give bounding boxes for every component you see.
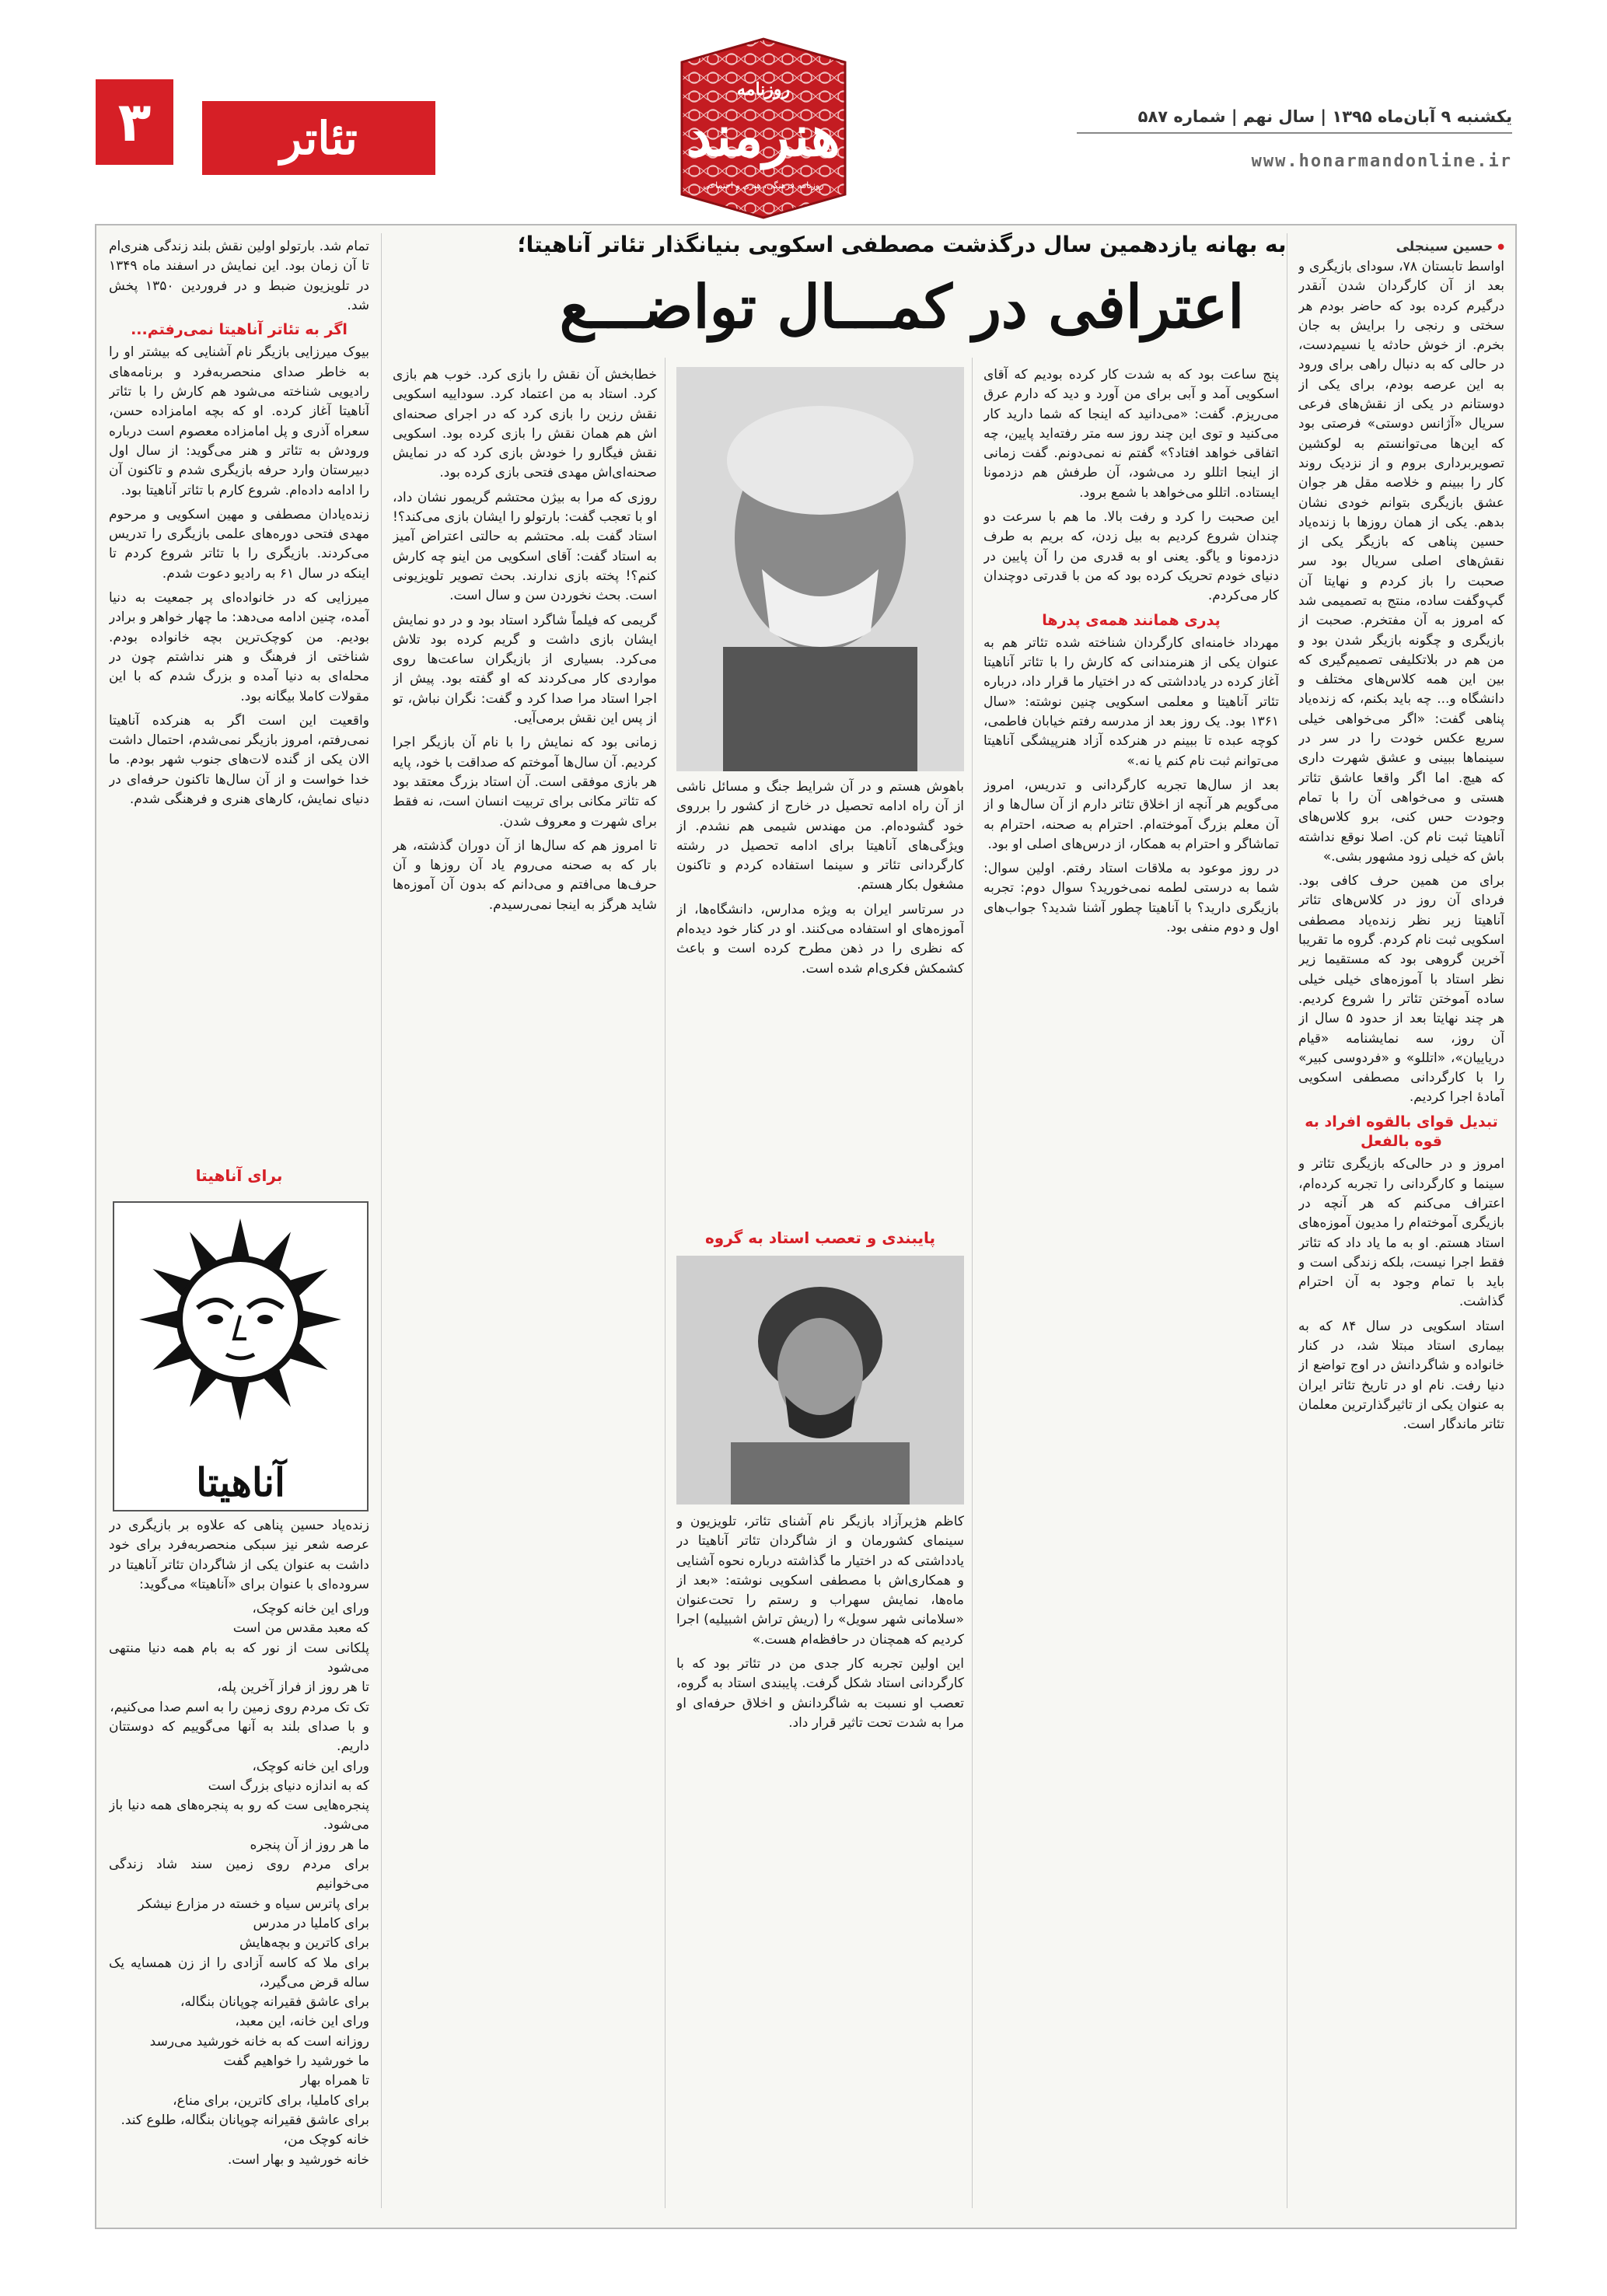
poem-line: تا هر روز از فراز آخرین پله، [217,1679,369,1696]
newspaper-logo [666,31,861,225]
subheading: تبدیل قوای بالقوه افراد به قوه بالفعل [1305,1113,1498,1151]
paragraph: زمانی بود که نمایش را با نام آن بازیگر اجرا کردیم. آن سال‌ها آموختم که صداقت با خود، پایه هر بازی موفقی است. آن استاد بزرگ معتقد بود که تئاتر مکانی برای تربیت انسان است، نه فقط برای شهرت و معروف شدن. [393,735,657,830]
article-byline: ● حسین سینجلی [1298,237,1504,257]
paragraph: این اولین تجربه کار جدی من در تئاتر بود که با کارگردانی استاد شکل گرفت. پایبندی استاد به گروه، تعصب او نسبت به شاگردانش و اخلاق حرفه‌ای او مرا به شدت تحت تاثیر قرار داد. [676,1656,964,1731]
poem-line: که معبد مقدس من است [232,1620,369,1637]
logo-tagline: روزنامه فرهنگی، هنری و اجتماعی [703,180,824,190]
poem-line: تا همراه بهار [300,2073,369,2089]
poem-line: ورای این خانه کوچک، [252,1601,369,1617]
poem-line: خانه خورشید و بهار است. [227,2151,369,2168]
paragraph: مهرداد خامنه‌ای کارگردان شناخته شده تئاتر هم به عنوان یکی از هنرمندانی که کارش را با تئاتر آناهیتا آغاز کرده در یادداشتی که در اختیار ما قرار داد، درباره تئاتر آناهیتا و معلمی اسکویی چنین نوشته: «سال ۱۳۶۱ بود. یک روز بعد از مدرسه رفتم خیابان فاطمی، کوچه عبده تا ببینم در هنرکده آزاد هنرپیشگی آناهیتا می‌توانم ثبت نام کنم یا نه.» [983,634,1279,769]
paragraph: کاظم هژیرآزاد بازیگر نام آشنای تئاتر، تلویزیون و سینمای کشورمان و از شاگردان تئاتر آناهیتا در یادداشتی که در اختیار ما گذاشته درباره نحوه آشنایی و همکاری‌اش با مصطفی اسکویی نوشته: «بعد از ماه‌ها، نمایش سهراب و رستم را تحت‌عنوان «سلامانی شهر سویل» را (ریش تراش اشبیلیه) اجرا کردیم که همچنان در حافظه‌ام هست.» [676,1514,964,1648]
poem-line: ورای این خانه، این معبد، [235,2014,369,2030]
paragraph: در سرتاسر ایران به ویژه مدارس، دانشگاه‌ها، از آموزه‌های او استفاده می‌کنند. او در کنار خود دیده‌ام که نظری را در ذهن مطرح کرده است و باعث کشمکش فکری‌ام شده است. [676,901,964,977]
paragraph: گریمی که فیلماً شاگرد استاد بود و در دو نمایش ایشان بازی داشت و گریم کرده بود تلاش می‌کرد. بسیاری از بازیگران ساعت‌ها روی مواردی کار می‌کردند که او گفته بود. پیش از اجرا استاد مرا صدا کرد و گفت: نگران نباش، تو از پس این نقش برمی‌آیی. [393,612,657,727]
paragraph: این صحبت را کرد و رفت بالا. ما هم با سرعت دو چندان شروع کردیم به بیل زدن، که بریم به طرف دزدمونا و یاگو. یعنی او به قدری من را آن پایین در دنیای خودم تحریک کرده بود که من با قدرتی دوچندان کار می‌کردم. [983,509,1279,604]
article-column-5 [109,237,369,1158]
poem-line: پنجره‌هایی ست که رو به پنجره‌های همه دنیا باز می‌شود. [109,1798,369,1833]
paragraph: بعد از سال‌ها تجربه کارگردانی و تدریس، امروز می‌گویم هر آنچه از اخلاق تئاتر دارم از آن سال‌ها و از آن معلم بزرگ آموخته‌ام. احترام به صحنه، احترام به تماشاگر و احترام به همکار، از درس‌های اصلی او بود. [983,777,1279,852]
paragraph: روزی که مرا به بیژن محتشم گریمور نشان داد، او با تعجب گفت: بارتولو را ایشان بازی می‌کند؟! استاد گفت بله. محتشم به حالتی اعتراض آمیز به استاد گفت: آقای اسکویی من اینو چه کارش کنم؟! پخته بازی ندارند. بحث تصویر تلویزیونی است. بحث نخوردن سن و سال است. [393,489,657,604]
paragraph: بیوک میرزایی بازیگر نام آشنایی که بیشتر او را به خاطر صدای منحصربه‌فرد و برنامه‌های رادیویی شناخته می‌شود هم کارش را با تئاتر آناهیتا آغاز کرده. او که بچه امامزاده حسن، سعراه آذری و پل امامزاده معصوم است درباره ورودش به تئاتر و هنر می‌گوید: از سال اول دبیرستان وارد حرفه بازیگری شدم و تاکنون آن را ادامه داده‌ام. شروع کارم با تئاتر آناهیتا بود. [109,344,369,498]
section-title: تئاتر [202,101,435,175]
poem-line: برای پاترس سیاه و خسته در مزارع نیشکر [138,1896,369,1912]
article-kicker: به بهانه یازدهمین سال درگذشت مصطفی اسکویی بنیانگذار تئاتر آناهیتا؛ [517,232,1287,257]
article-headline: اعترافی در کمـــال تواضـــع [559,272,1245,341]
poem-line: که به اندازه دنیای بزرگ است [208,1777,369,1794]
paragraph: میرزایی که در خانواده‌ای پر جمعیت به دنیا آمده، چنین ادامه می‌دهد: ما چهار خواهر و برادر بودیم. من کوچک‌ترین بچه خانواده بودم. شناختی از فرهنگ و هنر نداشتم چون در محله‌ای به دنیا آمده و بزرگ شدم که با این مقولات کاملا بیگانه بود. [109,590,369,704]
poem-line: برای کاملیا در مدرس [253,1915,369,1931]
poem-line: و با صدای بلند به آنها می‌گوییم که دوستتان داریم. [109,1718,369,1755]
poem-line: برای عاشق فقیرانه چوپانان بنگاله، [180,1994,369,2011]
poem-block [109,1516,369,2212]
article-column-1 [1298,237,1504,2212]
poem-line: برای ملا که کاسه آزادی را از زن همسایه یک ساله قرض می‌گیرد، [109,1955,369,1990]
poem-line: برای کاترین و بچه‌هایش [239,1935,369,1952]
photo-caption: برای آناهیتا [195,1166,283,1185]
paragraph: تمام شد. بارتولو اولین نقش بلند زندگی هنری‌ام تا آن زمان بود. این نمایش در اسفند ماه ۱۳۴۹ در تلویزیون ضبط و در فروردین ۱۳۵۰ پخش شد. [109,239,369,313]
logo-top-text: روزنامه [736,79,791,100]
article-column-2 [983,365,1279,2212]
paragraph: واقعیت این است اگر به هنرکده آناهیتا نمی‌رفتم، امروز بازیگر نمی‌شدم، احتمال داشت الان یکی از گنده لات‌های جنوب شهر بودم. ما خدا خواست و از آن سال‌ها تاکنون حرفه‌ای در دنیای نمایش، کارهای هنری و فرهنگی شدم. [109,712,369,808]
paragraph: اواسط تابستان ۷۸، سودای بازیگری و بعد از آن کارگردان شدن آنقدر درگیرم کرده بود که حاضر بودم هر سختی و رنجی را برایش به جان بخرم. از خوش حادثه یا نسیم‌دست، در حالی که به دنبال راهی برای ورود به این عرصه بودم، برای یکی از دوستانم در یکی از نقش‌های فرعی سریال «آژانس دوستی» فرصتی بود که این‌ها می‌توانستم به لوکشین تصویربرداری بروم و از نزدیک روند کار را ببینم و خلاصه مقل هر جوان عشق بازیگری بتوانم خودی نشان بدهم. یکی از همان روزها با زنده‌یاد حسین پناهی که بازیگر یکی از نقش‌های اصلی سریال بود سر صحبت را باز کردم و نهایتا آن گپ‌وگفت ساده، منتج به تصمیمی شد که امروز به آن مفتخرم. صحبت از بازیگری و چگونه بازیگر شدن بود و من هم در بلاتکلیفی تصمیم‌گیری که بین این همه کلاس‌های مختلف و دانشگاه و... چه باید بکنم، که زنده‌یاد پناهی گفت: «اگر می‌خواهی خیلی سریع عکس خودت را در سر در سینماها ببینی و عشق شهرت داری که هیچ. اما اگر واقعا عاشق تئاتر هستی و می‌خواهی آن را با تمام وجودت حس کنی، برو کلاس‌های آناهیتا ثبت نام کن. اصلا نوقع نداشته باش که خیلی زود مشهور بشی.» [1298,258,1504,865]
portrait-photo-costume [676,1256,964,1504]
poem-line: برای عاشق فقیرانه چوپانان بنگاله، طلوع کند. [121,2112,369,2128]
anahita-logo-text: آناهیتا [196,1459,285,1505]
paragraph: پنج ساعت بود که به شدت کار کرده بودیم که آقای اسکویی آمد و آبی برای من آورد و دید که دارم عرق می‌ریزم. گفت: «می‌دانید که اینجا که شما دارید کار می‌کنید و توی این چند روز سه متر رفته‌اید پایین، چه اتفاقی خواهد افتاد؟» گفتم نه نمی‌دونم. گفت زمانی از اینجا اتللو رد می‌شود، آن طرفش هم دزدمونا ایستاده. اتللو می‌خواهد با شمع برود. [983,367,1279,501]
poem-line: روزانه است که به خانه خورشید می‌رسد [149,2033,369,2050]
article-column-3-bottom [676,1512,964,2212]
logo-text: هنرمند [686,103,840,169]
poem-line: خانه کوچک من، [283,2132,369,2148]
paragraph: برای من همین حرف کافی بود. فردای آن روز در کلاس‌های تئاتر آناهیتا زیر نظر زنده‌یاد مصطفی اسکویی ثبت نام کردم. گروه ما تقریبا آخرین گروهی بود که مستقیما زیر نظر استاد با آموزه‌های خیلی خیلی ساده آموختن تئاتر را شروع کردیم. هر چند نهایتا بعد از حدود ۵ سال از آن روز، سه نمایشنامه «قیام دریاییان»، «اتللو» و «فردوسی کبیر» را با کارگردانی مصطفی اسکویی آمادهٔ اجرا کردیم. [1298,873,1504,1106]
paragraph: تا امروز هم که سال‌ها از آن دوران گذشته، هر بار که به صحنه می‌روم یاد آن روزها و آن حرف‌ها می‌افتم و می‌دانم که بدون آن آموزه‌ها شاید هرگز به اینجا نمی‌رسیدم. [393,837,657,913]
subheading: پدری همانند همه‌ی پدرها [1042,611,1221,629]
paragraph: زنده‌یادان مصطفی و مهین اسکویی و مرحوم مهدی فتحی دوره‌های علمی بازیگری را تدریس می‌کردند. بازیگری را با تئاتر شروع کردم تا اینکه در سال ۶۱ به رادیو دعوت شدم. [109,506,369,582]
anahita-logo-box [113,1201,369,1511]
subheading: پایبندی و تعصب استاد به گروه [704,1228,936,1247]
website-link[interactable]: www.honarmandonline.ir [1251,152,1512,171]
paragraph: باهوش هستم و در آن شرایط جنگ و مسائل ناشی از آن راه ادامه تحصیل در خارج از کشور را برروی خود گشوده‌ام. من مهندس شیمی هم نشدم. از ویژگی‌های آناهیتا برای ادامه تحصیل در رشته کارگردانی تئاتر و سینما استفاده کردم و تاکنون مشغول بکار هستم. [676,779,964,893]
paragraph: استاد اسکویی در سال ۸۴ که به بیماری استاد مبتلا شد، در کنار خانواده و شاگردانش در اوج تواضع از دنیا رفت. نام او در تاریخ تئاتر ایران به عنوان یکی از تاثیرگذارترین معلمان تئاتر ماندگار است. [1298,1318,1504,1433]
poem-line: ما هر روز از آن پنجره [250,1836,369,1853]
poem-lines [109,1599,369,2170]
poem-line: برای مردم روی زمین سند شاد زندگی می‌خوانیم [109,1857,369,1892]
sun-face-icon [114,1203,367,1459]
column-divider [665,358,666,2208]
issue-line: یکشنبه ۹ آبان‌ماه ۱۳۹۵ | سال نهم | شماره ۵۸۷ [1077,107,1512,134]
poem-line: تک تک مردم روی زمین را به اسم صدا می‌کنیم، [110,1699,369,1715]
poem-line: ورای این خانه کوچک، [252,1758,369,1774]
paragraph: در روز موعود به ملاقات استاد رفتم. اولین سوال: شما به درستی لطمه نمی‌خورید؟ سوال دوم: تجربه بازیگری دارید؟ با آناهیتا چطور آشنا شدید؟ جواب‌های اول و دوم منفی بود. [983,861,1279,936]
poem-line: ما خورشید را خواهیم گفت [223,2053,369,2070]
column-divider [381,233,382,2208]
poem-line: پلکانی ست از نور که به بام همه دنیا منتهی می‌شود [109,1640,369,1676]
subheading: اگر به تئاتر آناهیتا نمی‌رفتم... [131,321,348,339]
portrait-photo-oskooee [676,367,964,771]
paragraph: زنده‌یاد حسین پناهی که علاوه بر بازیگری در عرصه شعر نیز سبکی منحصربه‌فرد برای خود داشت به عنوان یکی از شاگردان تئاتر آناهیتا در سروده‌ای با عنوان برای «آناهیتا» می‌گوید: [109,1518,369,1592]
paragraph: خطابخش آن نقش را بازی کرد. خوب هم بازی کرد. استاد به من اعتماد کرد. سوداییه اسکویی نقش رزین را بازی کرد که در اجرای صحنه‌ای اش هم همان نقش را بازی کرده بود. اسکویی نقش فیگارو را خودش بازی کرد که در نمایش صحنه‌ای‌اش مهدی فتحی بازی کرده بود. [393,367,657,481]
page-number: ۳ [96,79,173,165]
article-column-4 [393,365,657,2212]
paragraph: امروز و در حالی‌که بازیگری تئاتر و سینما و کارگردانی را تجربه کرده‌ام، اعتراف می‌کنم که هر آنچه در بازیگری آموخته‌ام را مدیون آموزه‌های استاد هستم. او به ما یاد داد که تئاتر فقط اجرا نیست، بلکه زندگی است و باید با تمام وجود به آن احترام گذاشت. [1298,1156,1504,1310]
article-column-3-top [676,778,964,1221]
poem-line: برای کاملیا، برای کاترین، برای مناع، [173,2092,369,2109]
column-divider [972,358,973,2208]
